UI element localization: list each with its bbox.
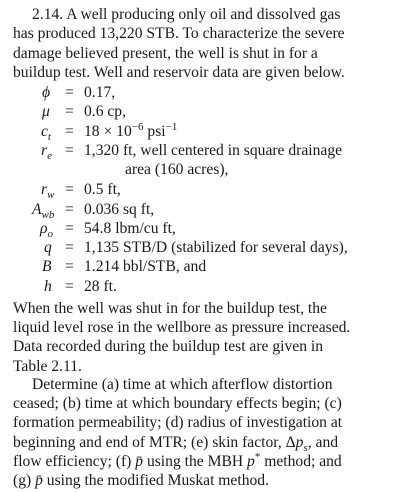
intro-line-2: has produced 13,220 STB. To characterize the severe: [13, 25, 345, 43]
q-value: 1,135 STB/D (stabilized for several days),: [84, 239, 348, 257]
para3-line-5: flow efficiency; (f) p̄ using the MBH p* method; and: [13, 451, 342, 471]
rw-symbol: $r_w$: [41, 181, 55, 202]
h-symbol: h: [44, 277, 52, 295]
para2-line-3: Data recorded during the buildup test are given in: [13, 338, 324, 356]
q-symbol: q: [44, 239, 52, 257]
para3-line-2: ceased; (b) time at which boundary effects begin; (c): [13, 395, 342, 413]
re-equals: =: [65, 141, 74, 159]
para2-line-2: liquid level rose in the wellbore as pressure increased.: [13, 319, 351, 337]
ct-value: $18 \times 10^{-6}$ psi$^{-1}$: [84, 120, 178, 140]
rw-value: 0.5 ft,: [84, 181, 121, 199]
h-value: 28 ft.: [84, 277, 117, 295]
phi-value: 0.17,: [84, 84, 116, 102]
rho-symbol: $\rho_o$: [40, 219, 53, 240]
phi-equals: =: [65, 84, 74, 102]
intro-text-1: A well producing only oil and dissolved gas: [66, 6, 341, 23]
ct-symbol: $c_t$: [41, 122, 51, 143]
intro-line-3: damage believed present, the well is shut in for a: [13, 44, 318, 62]
para3-line-3: formation permeability; (d) radius of investigation at: [13, 414, 343, 432]
intro-line-1: [32, 7, 340, 23]
awb-value: 0.036 sq ft,: [84, 200, 155, 218]
ct-equals: =: [65, 122, 74, 140]
b-symbol: B: [42, 258, 52, 276]
mu-symbol: μ: [42, 103, 50, 121]
re-value: 1,320 ft, well centered in square drainage: [84, 141, 343, 159]
intro-line-4: buildup test. Well and reservoir data are given below.: [13, 63, 345, 81]
re-symbol: $r_e$: [41, 141, 52, 162]
para2-line-1: When the well was shut in for the buildup test, the: [13, 299, 327, 317]
re-value-cont: area (160 acres),: [125, 161, 229, 179]
mu-value: 0.6 cp,: [84, 103, 127, 121]
rw-equals: =: [65, 181, 74, 199]
para3-line-4: beginning and end of MTR; (e) skin factor, $\Delta p_s$, and: [13, 433, 339, 454]
para2-line-4: Table 2.11.: [13, 357, 82, 375]
phi-symbol: ϕ: [42, 84, 51, 102]
q-equals: =: [65, 239, 74, 257]
rho-equals: =: [65, 219, 74, 237]
awb-equals: =: [65, 200, 74, 218]
problem-number: 2.14.: [32, 6, 64, 23]
mu-equals: =: [65, 103, 74, 121]
rho-value: 54.8 lbm/cu ft,: [84, 219, 176, 237]
para3-line-6: (g) p̄ using the modified Muskat method.: [13, 472, 269, 490]
h-equals: =: [65, 277, 74, 295]
b-value: 1.214 bbl/STB, and: [84, 258, 207, 276]
para3-line-1: Determine (a) time at which afterflow distortion: [32, 375, 333, 393]
awb-symbol: $A_{wb}$: [32, 200, 55, 221]
b-equals: =: [65, 258, 74, 276]
